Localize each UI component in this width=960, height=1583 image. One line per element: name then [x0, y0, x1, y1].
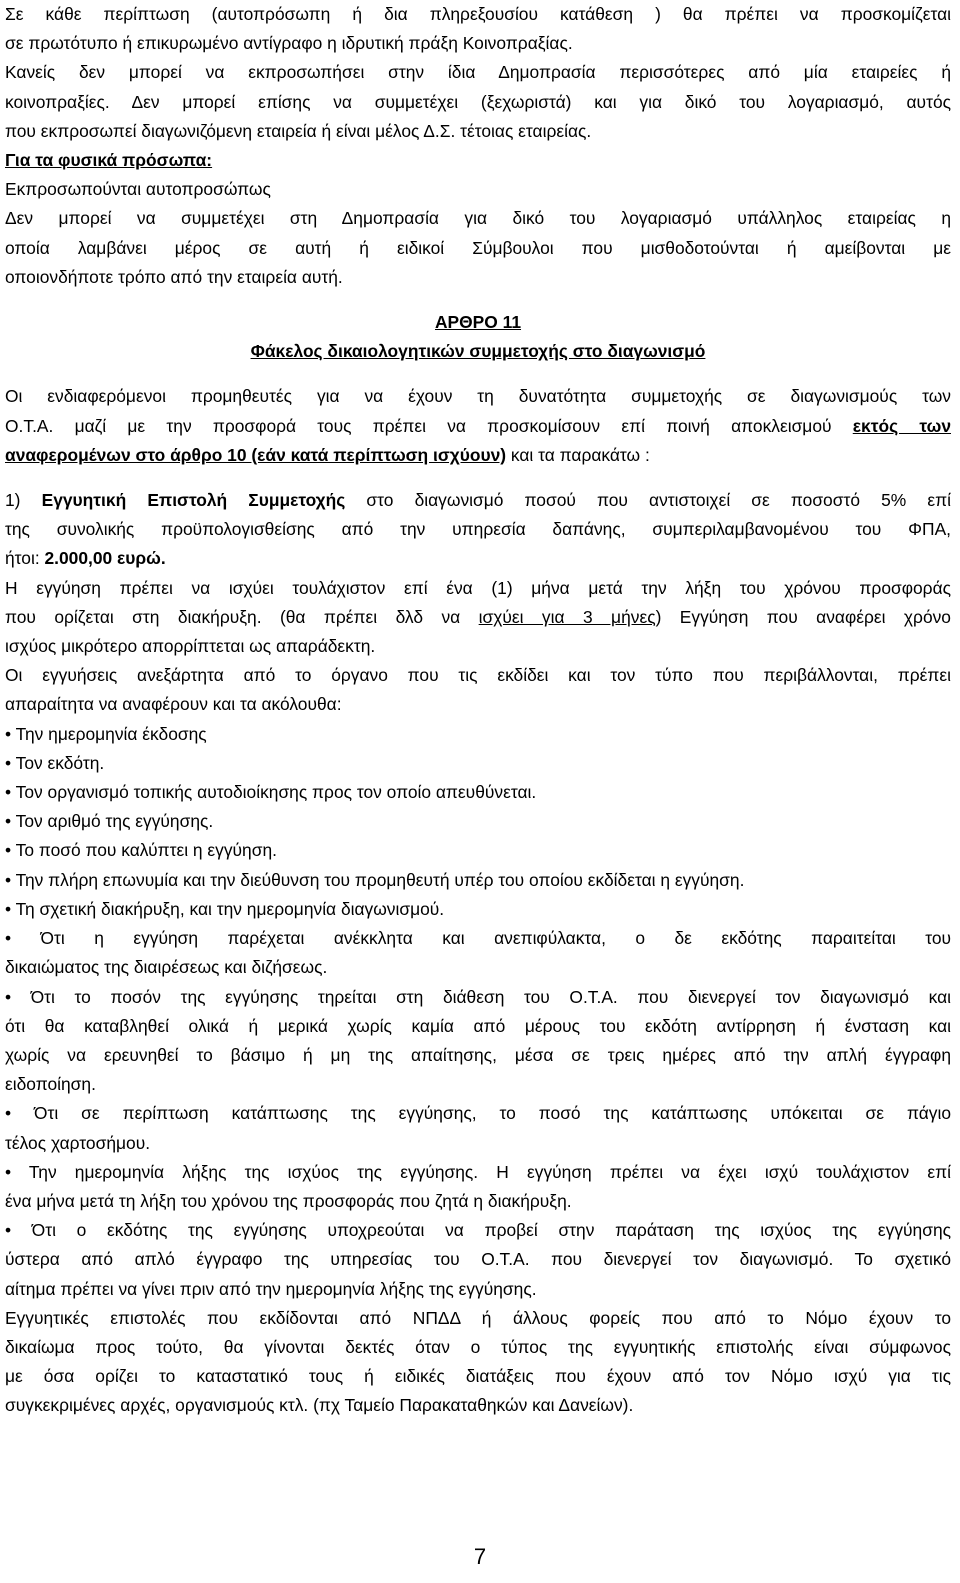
text-line	[5, 544, 951, 573]
text-line: ένα μήνα μετά τη λήξη του χρόνου της προσφοράς που ζητά η διακήρυξη.	[5, 1190, 572, 1211]
text-run: ήτοι:	[5, 548, 45, 569]
list-item: • Το ποσό που καλύπτει η εγγύηση.	[5, 840, 277, 861]
text-line	[5, 412, 951, 441]
text-run: 1)	[5, 490, 42, 511]
text-line: σε πρωτότυπο ή επικυρωμένο αντίγραφο η ιδρυτική πράξη Κοινοπραξίας.	[5, 33, 573, 54]
text-line: ισχύος μικρότερο απορρίπτεται ως απαράδεκτη.	[5, 636, 376, 657]
text-line: κοινοπραξίες. Δεν μπορεί επίσης να συμμετέχει (ξεχωριστά) και για δικό του λογαριασμό, αυτός	[5, 91, 951, 112]
emphasis-text: Εγγυητική Επιστολή Συμμετοχής	[41, 490, 346, 511]
text-line: χωρίς να ερευνηθεί το βάσιμο ή μη της απαίτησης, μέσα σε τρεις ημέρες από την απλή έγγραφη	[5, 1044, 951, 1065]
text-run: που ορίζεται στη διακήρυξη. (θα πρέπει δλδ να	[5, 606, 479, 627]
text-line: της συνολικής προϋπολογισθείσης από την υπηρεσία δαπάνης, συμπεριλαμβανομένου του ΦΠΑ,	[5, 519, 951, 540]
document-page	[5, 0, 951, 1421]
text-line: συγκεκριμένες αρχές, οργανισμούς κτλ. (πχ Ταμείο Παρακαταθηκών και Δανείων).	[5, 1395, 634, 1416]
text-run: και τα παρακάτω :	[506, 444, 650, 465]
text-line: δικαίωμα προς τούτο, θα γίνονται δεκτές όταν ο τύπος της εγγυητικής επιστολής είναι σύμφωνος	[5, 1336, 951, 1357]
text-line: Κανείς δεν μπορεί να εκπροσωπήσει στην ίδια Δημοπρασία περισσότερες από μία εταιρείες ή	[5, 62, 951, 83]
article-title: Φάκελος δικαιολογητικών συμμετοχής στο διαγωνισμό	[250, 341, 706, 362]
text-line: δικαιώματος της διαιρέσεως και διζήσεως.	[5, 957, 328, 978]
text-line	[5, 486, 951, 515]
text-run: ) Εγγύηση που αναφέρει χρόνο	[655, 606, 951, 627]
text-line	[5, 441, 951, 470]
text-line: Εγγυητικές επιστολές που εκδίδονται από ΝΠΔΔ ή άλλους φορείς που από το Νόμο έχουν το	[5, 1307, 951, 1328]
list-item: • Τη σχετική διακήρυξη, και την ημερομηνία διαγωνισμού.	[5, 898, 445, 919]
list-item: • Ότι ο εκδότης της εγγύησης υποχρεούται να προβεί στην παράταση της ισχύος της εγγύησης	[5, 1220, 951, 1241]
text-line: Η εγγύηση πρέπει να ισχύει τουλάχιστον επί ένα (1) μήνα μετά την λήξη του χρόνου προσφοράς	[5, 577, 951, 598]
text-line: με όσα ορίζει το καταστατικό τους ή ειδικές διατάξεις που έχουν από τον Νόμο ισχύ για τις	[5, 1366, 951, 1387]
text-line: ειδοποίηση.	[5, 1074, 96, 1095]
text-line: Δεν μπορεί να συμμετέχει στη Δημοπρασία για δικό του λογαριασμό υπάλληλος εταιρείας η	[5, 208, 951, 229]
list-item: • Τον εκδότη.	[5, 752, 105, 773]
list-item: • Τον αριθμό της εγγύησης.	[5, 811, 214, 832]
list-item: • Ότι η εγγύηση παρέχεται ανέκκλητα και ανεπιφύλακτα, ο δε εκδότης παραιτείται του	[5, 928, 951, 949]
text-line: οποία λαμβάνει μέρος σε αυτή ή ειδικοί Σύμβουλοι που μισθοδοτούνται ή αμείβονται με	[5, 237, 951, 258]
text-run: στο διαγωνισμό ποσού που αντιστοιχεί σε ποσοστό 5% επί	[345, 490, 951, 511]
list-item: • Την ημερομηνία έκδοσης	[5, 723, 207, 744]
underlined-text: ισχύει για 3 μήνες	[478, 606, 656, 627]
list-item: • Τον οργανισμό τοπικής αυτοδιοίκησης προς τον οποίο απευθύνεται.	[5, 782, 537, 803]
text-line: Σε κάθε περίπτωση (αυτοπρόσωπη ή δια πληρεξουσίου κατάθεση ) θα πρέπει να προσκομίζεται	[5, 4, 951, 24]
amount-text: 2.000,00 ευρώ.	[44, 548, 166, 569]
list-item: • Την ημερομηνία λήξης της ισχύος της εγγύησης. Η εγγύηση πρέπει να έχει ισχύ τουλάχιστον επί	[5, 1161, 951, 1182]
text-line: οποιονδήποτε τρόπο από την εταιρεία αυτή.	[5, 266, 343, 287]
text-line: Οι ενδιαφερόμενοι προμηθευτές για να έχουν τη δυνατότητα συμμετοχής σε διαγωνισμούς των	[5, 386, 951, 407]
text-line: τέλος χαρτοσήμου.	[5, 1132, 151, 1153]
emphasis-text: αναφερομένων στο άρθρο 10 (εάν κατά περίπτωση ισχύουν)	[5, 444, 507, 465]
list-item: • Ότι σε περίπτωση κατάπτωσης της εγγύησης, το ποσό της κατάπτωσης υπόκειται σε πάγιο	[5, 1103, 951, 1124]
text-line: ύστερα από απλό έγγραφο της υπηρεσίας του Ο.Τ.Α. που διενεργεί τον διαγωνισμό. Το σχετικό	[5, 1249, 951, 1270]
text-line	[5, 603, 951, 632]
text-line: αίτημα πρέπει να γίνει πριν από την ημερομηνία λήξης της εγγύησης.	[5, 1278, 537, 1299]
text-line: Οι εγγυήσεις ανεξάρτητα από το όργανο που τις εκδίδει και τον τύπο που περιβάλλονται, πρέπει	[5, 665, 951, 686]
section-heading: Για τα φυσικά πρόσωπα:	[5, 150, 213, 171]
text-line: ότι θα καταβληθεί ολικά ή μερικά χωρίς καμία από μέρους του εκδότη αντίρρηση ή ένσταση και	[5, 1015, 951, 1036]
text-run: Ο.Τ.Α. μαζί με την προσφορά τους πρέπει να προσκομίσουν επί ποινή αποκλεισμού	[5, 415, 853, 436]
emphasis-text: εκτός των	[852, 415, 951, 436]
list-item: • Ότι το ποσόν της εγγύησης τηρείται στη διάθεση του Ο.Τ.Α. που διενεργεί τον διαγωνισμό και	[5, 986, 951, 1007]
text-line: απαραίτητα να αναφέρουν και τα ακόλουθα:	[5, 694, 342, 715]
page-number: 7	[473, 1544, 487, 1569]
text-line: Εκπροσωπούνται αυτοπροσώπως	[5, 179, 271, 200]
article-number: ΑΡΘΡΟ 11	[434, 312, 522, 333]
text-line: που εκπροσωπεί διαγωνιζόμενη εταιρεία ή είναι μέλος Δ.Σ. τέτοιας εταιρείας.	[5, 120, 592, 141]
list-item: • Την πλήρη επωνυμία και την διεύθυνση του προμηθευτή υπέρ του οποίου εκδίδεται η εγγύηση.	[5, 869, 745, 890]
